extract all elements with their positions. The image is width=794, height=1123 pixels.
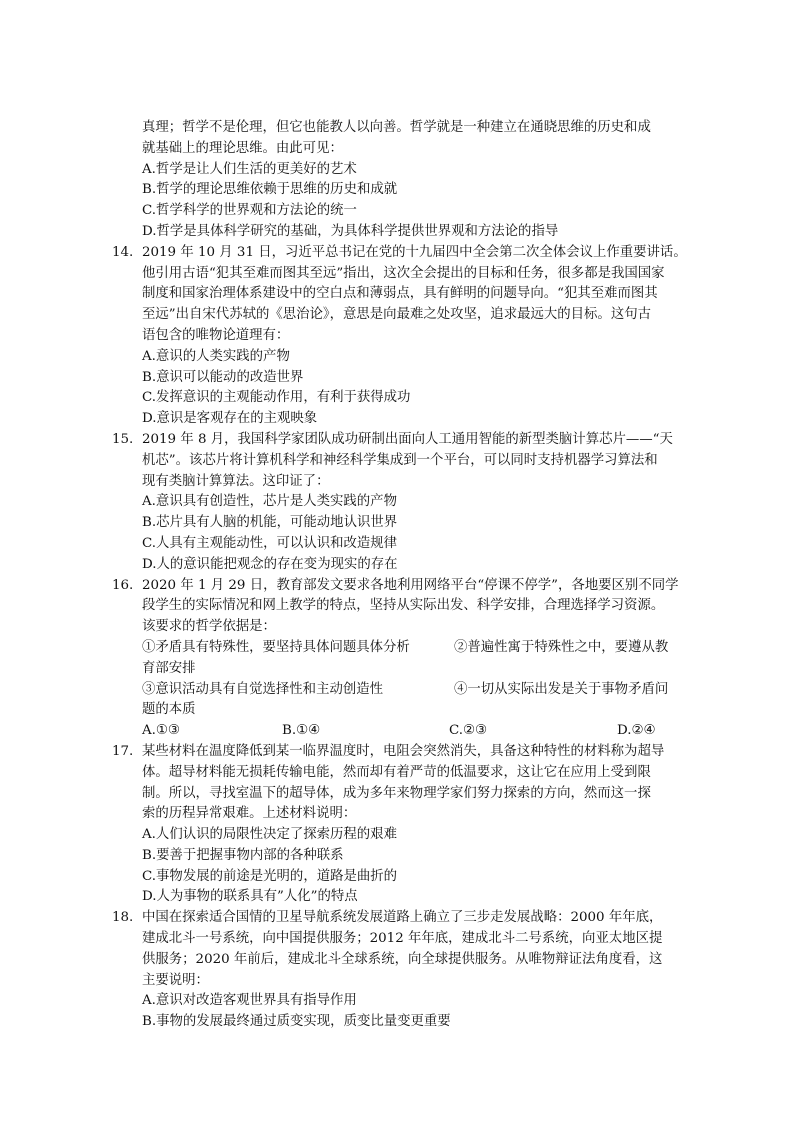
q15-option-a: A.意识具有创造性，芯片是人类实践的产物	[142, 494, 397, 510]
q16-item-4-continued: 题的本质	[142, 702, 196, 718]
q15-stem-line	[112, 430, 692, 451]
q18-option-a: A.意识对改造客观世界具有指导作用	[142, 993, 357, 1009]
q13-option-a: A.哲学是让人们生活的更美好的艺术	[142, 161, 357, 177]
q17-stem-line	[112, 742, 692, 763]
q16-item-2-continued: 育部安排	[142, 660, 196, 676]
q18-number: 18.	[112, 910, 134, 926]
q17-stem-line: 体。超导材料能无损耗传输电能，然而却有着严苛的低温要求，这让它在应用上受到限	[142, 764, 651, 780]
q17-option-a: A.人们认识的局限性决定了探索历程的艰难	[142, 827, 397, 843]
q17-option-c: C.事物发展的前途是光明的，道路是曲折的	[142, 868, 398, 884]
q13-option-c: C.哲学科学的世界观和方法论的统一	[142, 203, 357, 219]
q16-choices-row	[112, 721, 692, 742]
q15-option-c: C.人具有主观能动性，可以认识和改造规律	[142, 535, 398, 551]
q15-option-b: B.芯片具有人脑的机能，可能动地认识世界	[142, 515, 398, 531]
q13-option-d: D.哲学是具体科学研究的基础，为具体科学提供世界观和方法论的指导	[142, 223, 559, 239]
q16-number: 16.	[112, 577, 134, 593]
q16-stem-line: 段学生的实际情况和网上教学的特点，坚持从实际出发、科学安排，合理选择学习资源。	[142, 598, 665, 614]
q15-stem-text: 2019 年 8 月，我国科学家团队成功研制出面向人工通用智能的新型类脑计算芯片——“天	[142, 431, 673, 447]
q15-option-d: D.人的意识能把观念的存在变为现实的存在	[142, 556, 398, 572]
q16-item-3: ③意识活动具有自觉选择性和主动创造性	[142, 681, 384, 697]
q16-item-1: ①矛盾具有特殊性，要坚持具体问题具体分析	[142, 639, 410, 655]
q17-stem-text: 某些材料在温度降低到某一临界温度时，电阻会突然消失，具备这种特性的材料称为超导	[142, 743, 665, 759]
q16-choice-b: B.①④	[282, 723, 321, 739]
q14-option-c: C.发挥意识的主观能动作用，有利于获得成功	[142, 390, 411, 406]
q13-stem-line: 就基础上的理论思维。由此可见：	[142, 140, 343, 156]
q17-stem-line: 制。所以，寻找室温下的超导体，成为多年来物理学家们努力探索的方向，然而这一探	[142, 785, 651, 801]
q16-stem-text: 2020 年 1 月 29 日，教育部发文要求各地利用网络平台“停课不停学”，各地要区别不同学	[142, 577, 679, 593]
q16-choice-a: A.①③	[142, 723, 180, 739]
q18-stem-line	[112, 908, 692, 929]
q14-option-d: D.意识是客观存在的主观映象	[142, 411, 318, 427]
q15-number: 15.	[112, 431, 134, 447]
q16-items-row	[112, 638, 692, 659]
q16-choice-d: D.②④	[617, 723, 656, 739]
q14-stem-line: 至远”出自宋代苏轼的《思治论》，意思是向最难之处攻坚，追求最远大的目标。这句古	[142, 307, 651, 323]
q16-stem-line	[112, 576, 692, 597]
q14-stem-text: 2019 年 10 月 31 日，习近平总书记在党的十九届四中全会第二次全体会议上作重要讲话。	[142, 244, 687, 260]
q16-choice-c: C.②③	[449, 723, 488, 739]
q14-stem-line: 制度和国家治理体系建设中的空白点和薄弱点，具有鲜明的问题导向。“犯其至难而图其	[142, 286, 658, 302]
q15-stem-line: 机芯”。该芯片将计算机科学和神经科学集成到一个平台，可以同时支持机器学习算法和	[142, 452, 658, 468]
q16-items-row	[112, 680, 692, 701]
q16-item-4: ④一切从实际出发是关于事物矛盾问	[454, 681, 669, 697]
q18-stem-text: 中国在探索适合国情的卫星导航系统发展道路上确立了三步走发展战略：2000 年年底，	[142, 910, 663, 926]
q14-stem-line	[112, 243, 692, 264]
q14-number: 14.	[112, 244, 134, 260]
q14-stem-line: 他引用古语“犯其至难而图其至远”指出，这次全会提出的目标和任务，很多都是我国国家	[142, 265, 665, 281]
q17-option-d: D.人为事物的联系具有”人化”的特点	[142, 889, 358, 905]
q18-stem-line: 供服务；2020 年前后，建成北斗全球系统，向全球提供服务。从唯物辩证法角度看，这	[142, 951, 663, 967]
q14-stem-line: 语包含的唯物论道理有：	[142, 327, 290, 343]
question-content	[112, 118, 692, 1033]
q13-option-b: B.哲学的理论思维依赖于思维的历史和成就	[142, 182, 398, 198]
q18-option-b: B.事物的发展最终通过质变实现，质变比量变更重要	[142, 1014, 451, 1030]
q14-option-a: A.意识的人类实践的产物	[142, 348, 290, 364]
q17-number: 17.	[112, 743, 134, 759]
q13-stem-line: 真理；哲学不是伦理，但它也能教人以向善。哲学就是一种建立在通晓思维的历史和成	[142, 120, 651, 135]
q18-stem-line: 建成北斗一号系统，向中国提供服务；2012 年年底，建成北斗二号系统，向亚太地区提	[142, 931, 663, 947]
q17-option-b: B.要善于把握事物内部的各种联系	[142, 847, 344, 863]
q17-stem-line: 索的历程异常艰难。上述材料说明：	[142, 806, 357, 822]
q16-item-2: ②普遍性寓于特殊性之中，要遵从教	[454, 639, 669, 655]
q18-stem-line: 主要说明：	[142, 972, 209, 988]
q15-stem-line: 现有类脑计算算法。这印证了：	[142, 473, 330, 489]
q16-stem-line: 该要求的哲学依据是：	[142, 619, 276, 635]
q14-option-b: B.意识可以能动的改造世界	[142, 369, 304, 385]
